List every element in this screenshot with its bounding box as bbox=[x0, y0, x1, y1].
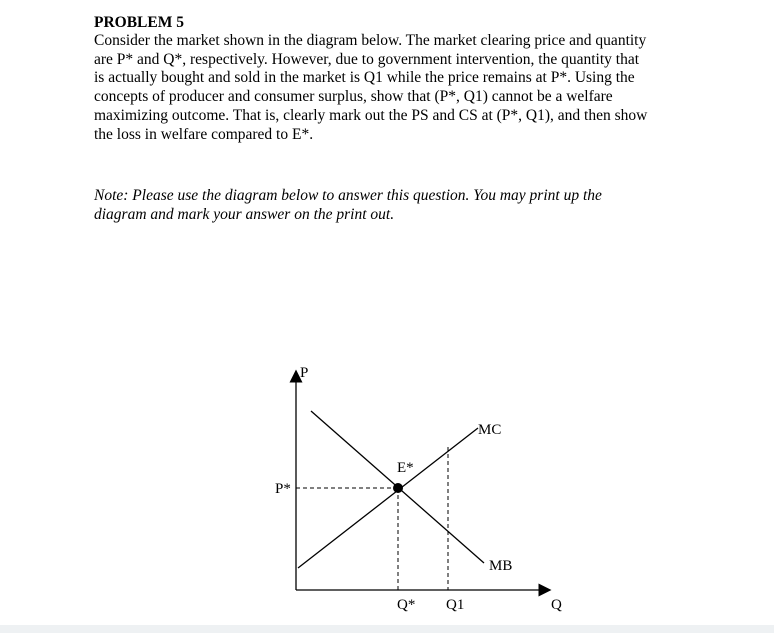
note-line: Note: Please use the diagram below to answer this question. You may print up the bbox=[94, 187, 602, 204]
p-star-label: P* bbox=[275, 481, 291, 497]
mb-label: MB bbox=[489, 558, 513, 574]
problem-heading: PROBLEM 5 bbox=[94, 14, 184, 31]
paragraph-line: the loss in welfare compared to E*. bbox=[94, 125, 314, 143]
paragraph-line: concepts of producer and consumer surplus, show that (P*, Q1) cannot be a welfare bbox=[94, 88, 613, 106]
equilibrium-label: E* bbox=[397, 460, 414, 476]
equilibrium-point bbox=[393, 483, 403, 493]
note-line: diagram and mark your answer on the print out. bbox=[94, 206, 395, 223]
paragraph-line: are P* and Q*, respectively. However, due to government intervention, the quantity that bbox=[94, 50, 640, 68]
q1-label: Q1 bbox=[446, 597, 465, 613]
page-bottom-edge bbox=[0, 625, 774, 633]
y-axis-label: P bbox=[300, 365, 309, 381]
x-axis-label: Q bbox=[551, 597, 562, 613]
paragraph-line: is actually bought and sold in the market is Q1 while the price remains at P*. Using the bbox=[94, 69, 635, 87]
mc-label: MC bbox=[478, 422, 502, 438]
paragraph-line: maximizing outcome. That is, clearly mark out the PS and CS at (P*, Q1), and then show bbox=[94, 106, 648, 124]
q-star-label: Q* bbox=[397, 597, 416, 613]
paragraph-line: Consider the market shown in the diagram below. The market clearing price and quantity bbox=[94, 32, 647, 49]
mc-supply-curve bbox=[298, 428, 478, 568]
